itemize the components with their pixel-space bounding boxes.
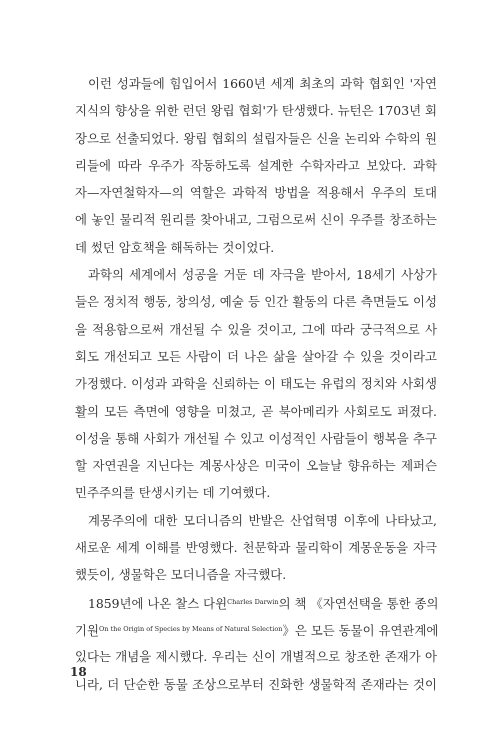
text-line: 있다는 개념을 제시했다. 우리는 신이 개별적으로 창조한 존재가 아 <box>75 649 437 665</box>
text-line: 과학의 세계에서 성공을 거둔 데 자극을 받아서, 18세기 사상가 <box>88 267 437 283</box>
text-line: 이성을 통해 사회가 개선될 수 있고 이성적인 사람들이 행복을 추구 <box>75 430 437 446</box>
text-line: 이런 성과들에 힘입어서 1660년 세계 최초의 과학 협회인 '자연 <box>88 76 437 91</box>
text-line: 에 놓인 물리적 원리를 찾아내고, 그럼으로써 신이 우주를 창조하는 <box>75 212 437 228</box>
text-line <box>75 616 437 643</box>
text-line: 을 적용함으로써 개선될 수 있을 것이고, 그에 따라 궁극적으로 사 <box>75 321 437 337</box>
body-text <box>75 70 437 698</box>
text-segment: 기원 <box>75 622 99 638</box>
text-line: 장으로 선출되었다. 왕립 협회의 설립자들은 신을 논리와 수학의 원 <box>75 130 437 146</box>
text-line <box>75 589 437 616</box>
page-number: 18 <box>70 665 87 679</box>
text-line: 새로운 세계 이해를 반영했다. 천문학과 물리학이 계몽운동을 자극 <box>75 540 437 556</box>
original-title-superscript: On the Origin of Species by Means of Natural Selection <box>98 624 283 633</box>
text-line: 회도 개선되고 모든 사람이 더 나은 삶을 살아갈 수 있을 것이라고 <box>75 348 437 364</box>
text-line: 활의 모든 측면에 영향을 미쳤고, 곧 북아메리카 사회로도 퍼졌다. <box>75 403 437 419</box>
text-line: 지식의 향상을 위한 런던 왕립 협회'가 탄생했다. 뉴턴은 1703년 회 <box>75 103 437 119</box>
text-segment: 의 책 《자연선택을 통한 종의 <box>278 595 439 611</box>
text-segment: 》은 모든 동물이 유연관계에 <box>282 622 439 638</box>
text-line: 했듯이, 생물학은 모더니즘을 자극했다. <box>75 567 287 583</box>
text-line: 할 자연권을 지닌다는 계몽사상은 미국이 오늘날 향유하는 제퍼슨 <box>75 458 437 474</box>
text-line: 들은 정치적 행동, 창의성, 예술 등 인간 활동의 다른 측면들도 이성 <box>75 294 437 310</box>
text-line: 계몽주의에 대한 모더니즘의 반발은 산업혁명 이후에 나타났고, <box>88 512 437 528</box>
text-line: 데 썼던 암호책을 해독하는 것이었다. <box>75 239 275 255</box>
text-line: 리들에 따라 우주가 작동하도록 설계한 수학자라고 보았다. 과학 <box>75 157 437 173</box>
text-line: 자—자연철학자—의 역할은 과학적 방법을 적용해서 우주의 토대 <box>75 185 437 201</box>
original-name-superscript: Charles Darwin <box>227 597 279 606</box>
text-segment: 1859년에 나온 찰스 다윈 <box>88 595 228 611</box>
text-line: 니라, 더 단순한 동물 조상으로부터 진화한 생물학적 존재라는 것이 <box>75 676 437 692</box>
text-line: 민주주의를 탄생시키는 데 기여했다. <box>75 485 271 501</box>
text-line: 가정했다. 이성과 과학을 신뢰하는 이 태도는 유럽의 정치와 사회생 <box>75 376 437 392</box>
